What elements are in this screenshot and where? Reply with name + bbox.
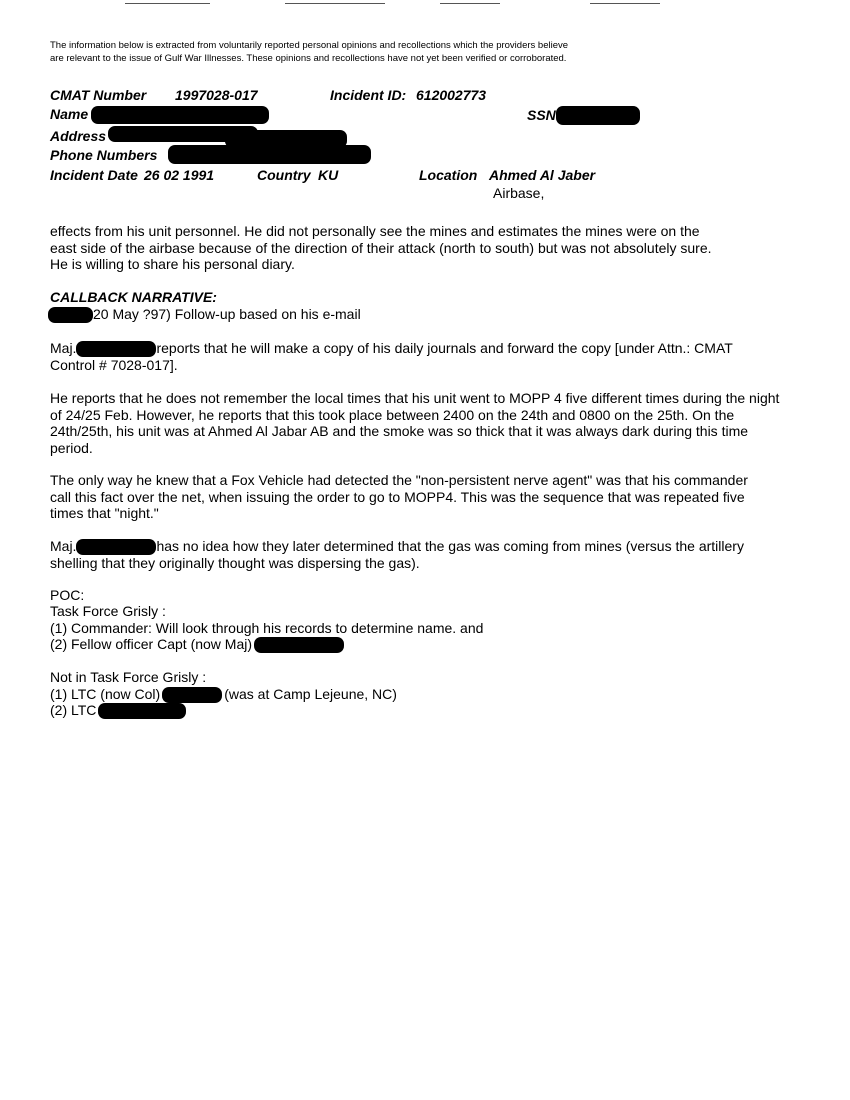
task-force-label: Task Force Grisly :: [50, 603, 166, 619]
redaction-capt: [254, 637, 344, 653]
not-task-force-item-1: [50, 686, 397, 703]
redaction-name: [91, 106, 269, 124]
ssn-label: SSN: [527, 107, 556, 123]
paragraph-journals: [50, 340, 750, 374]
maj-prefix-2: Maj.: [50, 538, 77, 554]
scan-line: [125, 3, 210, 4]
maj-prefix: Maj.: [50, 340, 77, 356]
not-task-force-item-2: [50, 702, 186, 719]
redaction-maj-name-2: [76, 539, 156, 555]
incident-id-label: Incident ID:: [330, 87, 407, 103]
ltc-text: (2) LTC: [50, 702, 97, 718]
country-value: KU: [318, 167, 339, 183]
redaction-callback: [48, 307, 93, 323]
not-task-force-label: Not in Task Force Grisly :: [50, 669, 207, 685]
cmat-label: CMAT Number: [50, 87, 147, 103]
redaction-phone: [168, 145, 371, 164]
callback-heading: CALLBACK NARRATIVE:: [50, 289, 217, 305]
incident-id-value: 612002773: [416, 87, 487, 103]
poc-label: POC:: [50, 587, 85, 603]
incident-date-value: 26 02 1991: [144, 167, 215, 183]
camp-lejeune-text: (was at Camp Lejeune, NC): [224, 686, 397, 702]
ltc-col-text: (1) LTC (now Col): [50, 686, 161, 702]
callback-date-text: 20 May ?97) Follow-up based on his e-mail: [93, 306, 361, 322]
disclaimer: The information below is extracted from voluntarily reported personal opinions and recollections which the providers believe are relevant to the issue of Gulf War Illnesses. These opinions and recollections have not yet been verified or corroborated.: [50, 40, 569, 64]
scan-line: [440, 3, 500, 4]
task-force-item-2: [50, 636, 344, 653]
callback-date-line: [48, 306, 361, 323]
task-force-item-2-text: (2) Fellow officer Capt (now Maj): [50, 636, 253, 652]
scan-line: [285, 3, 385, 4]
redaction-maj-name: [76, 341, 156, 357]
cmat-value: 1997028-017: [175, 87, 258, 103]
redaction-col: [162, 687, 222, 703]
address-label: Address: [50, 128, 107, 144]
redaction-ssn: [556, 106, 640, 125]
location-value: Ahmed Al Jaber: [489, 167, 596, 183]
country-label: Country: [257, 167, 311, 183]
paragraph-gas-source: [50, 538, 770, 572]
phone-label: Phone Numbers: [50, 147, 158, 163]
redaction-ltc: [98, 703, 186, 719]
gas-source-text: has no idea how they later determined that the gas was coming from mines (versus the artillery shelling that they originally thought was dispersing the gas).: [50, 538, 744, 571]
paragraph-fox-vehicle: The only way he knew that a Fox Vehicle had detected the "non-persistent nerve agent" was that his commander call this fact over the net, when issuing the order to go to MOPP4. This was the sequence that was repeated five times that "night.": [50, 472, 748, 521]
location-label: Location: [419, 167, 478, 183]
incident-date-label: Incident Date: [50, 167, 138, 183]
task-force-item-1: (1) Commander: Will look through his records to determine name. and: [50, 620, 484, 636]
paragraph-effects: effects from his unit personnel. He did not personally see the mines and estimates the mines were on the east side of the airbase because of the direction of their attack (north to south) but was not absolutely sure. He is willing to share his personal diary.: [50, 223, 712, 272]
journals-text: reports that he will make a copy of his daily journals and forward the copy [under Attn.: CMAT Control # 7028-017].: [50, 340, 733, 373]
paragraph-mopp-times: He reports that he does not remember the local times that his unit went to MOPP 4 five different times during the night of 24/25 Feb. However, he reports that this took place between 2400 on the 24th and 0800 on the 25th. On the 24th/25th, his unit was at Ahmed Al Jabar AB and the smoke was so thick that it was always dark during this time period.: [50, 390, 780, 456]
location-value-continued: Airbase,: [493, 185, 545, 201]
name-label: Name: [50, 106, 89, 122]
scan-line: [590, 3, 660, 4]
